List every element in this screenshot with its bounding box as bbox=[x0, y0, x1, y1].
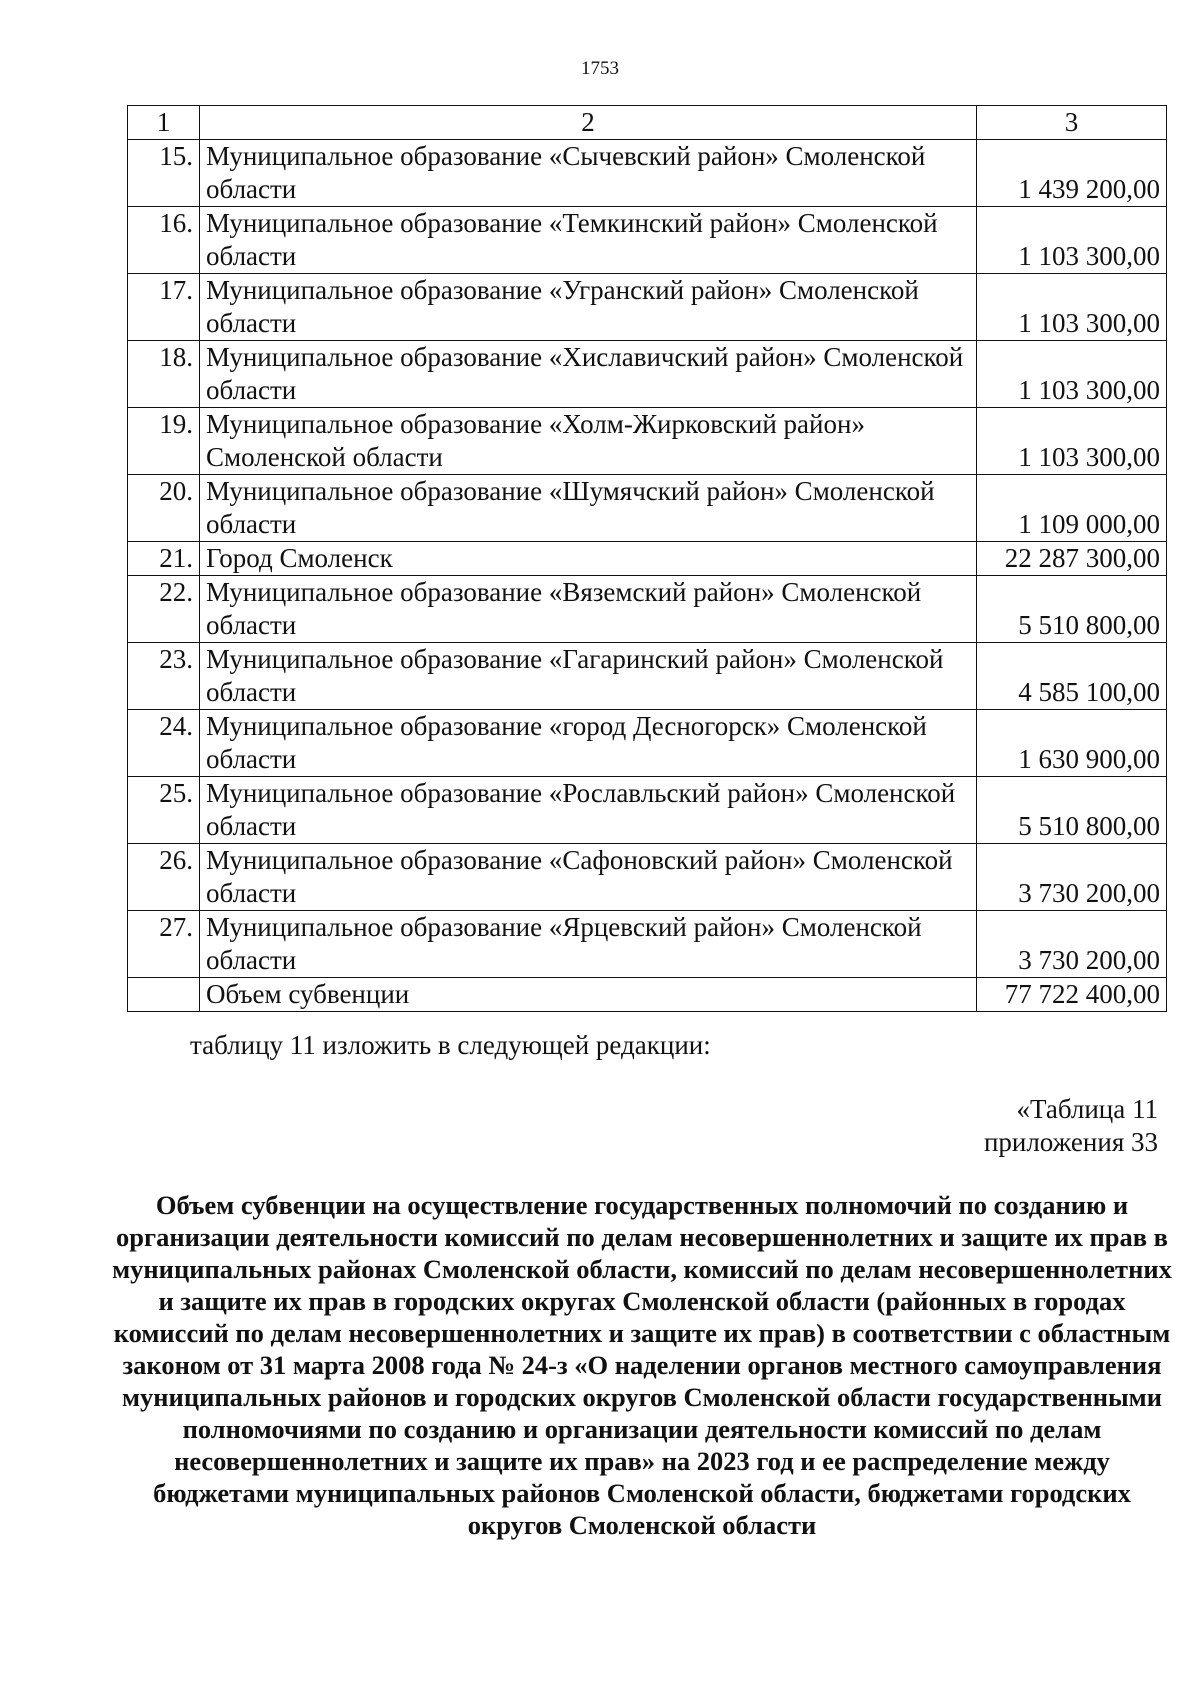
row-amount: 1 109 000,00 bbox=[977, 475, 1167, 542]
table-caption bbox=[984, 1093, 1158, 1159]
row-name: Муниципальное образование «Холм-Жирковский район» Смоленской области bbox=[200, 408, 977, 475]
row-amount: 3 730 200,00 bbox=[977, 844, 1167, 911]
table-row bbox=[128, 341, 1167, 408]
table-row bbox=[128, 408, 1167, 475]
header-cell: 3 bbox=[977, 106, 1167, 140]
row-amount: 1 103 300,00 bbox=[977, 207, 1167, 274]
table-row bbox=[128, 777, 1167, 844]
row-amount: 1 103 300,00 bbox=[977, 408, 1167, 475]
row-number: 18. bbox=[128, 341, 200, 408]
row-number: 19. bbox=[128, 408, 200, 475]
row-number: 26. bbox=[128, 844, 200, 911]
row-number: 24. bbox=[128, 710, 200, 777]
total-label: Объем субвенции bbox=[200, 978, 977, 1012]
row-name: Муниципальное образование «Ярцевский район» Смоленской области bbox=[200, 911, 977, 978]
table-heading: Объем субвенции на осуществление государственных полномочий по созданию и организации деятельности комиссий по делам несовершеннолетних и защите их прав в муниципальных районах Смоленской области, комиссий по делам несовершеннолетних и защите их прав в городских округах Смоленской области (районных в городах комиссий по делам несовершеннолетних и защите их прав) в соответствии с областным законом от 31 марта 2008 года № 24-з «О наделении органов местного самоуправления муниципальных районов и городских округов Смоленской области государственными полномочиями по созданию и организации деятельности комиссий по делам несовершеннолетних и защите их прав» на 2023 год и ее распределение между бюджетами муниципальных районов Смоленской области, бюджетами городских округов Смоленской области bbox=[112, 1190, 1172, 1540]
allocation-table bbox=[127, 105, 1167, 1012]
row-amount: 1 630 900,00 bbox=[977, 710, 1167, 777]
row-number: 16. bbox=[128, 207, 200, 274]
row-amount: 4 585 100,00 bbox=[977, 643, 1167, 710]
row-name: Муниципальное образование «Шумячский район» Смоленской области bbox=[200, 475, 977, 542]
row-name: Муниципальное образование «Вяземский район» Смоленской области bbox=[200, 576, 977, 643]
total-number-cell bbox=[128, 978, 200, 1012]
table-row bbox=[128, 274, 1167, 341]
header-cell: 2 bbox=[200, 106, 977, 140]
row-amount: 1 103 300,00 bbox=[977, 274, 1167, 341]
row-name: Муниципальное образование «Темкинский район» Смоленской области bbox=[200, 207, 977, 274]
row-name: Муниципальное образование «город Десногорск» Смоленской области bbox=[200, 710, 977, 777]
table-row bbox=[128, 207, 1167, 274]
caption-line: «Таблица 11 bbox=[1016, 1094, 1158, 1124]
row-number: 23. bbox=[128, 643, 200, 710]
table-row bbox=[128, 576, 1167, 643]
row-number: 20. bbox=[128, 475, 200, 542]
row-name: Муниципальное образование «Сафоновский район» Смоленской области bbox=[200, 844, 977, 911]
row-amount: 5 510 800,00 bbox=[977, 777, 1167, 844]
row-name: Муниципальное образование «Угранский район» Смоленской области bbox=[200, 274, 977, 341]
table-row bbox=[128, 911, 1167, 978]
row-number: 22. bbox=[128, 576, 200, 643]
header-cell: 1 bbox=[128, 106, 200, 140]
page-number: 1753 bbox=[581, 58, 619, 79]
table-row bbox=[128, 475, 1167, 542]
row-amount: 5 510 800,00 bbox=[977, 576, 1167, 643]
row-amount: 1 103 300,00 bbox=[977, 341, 1167, 408]
row-number: 21. bbox=[128, 542, 200, 576]
amendment-note: таблицу 11 изложить в следующей редакции: bbox=[190, 1030, 711, 1060]
table-row bbox=[128, 643, 1167, 710]
row-name: Муниципальное образование «Рославльский район» Смоленской области bbox=[200, 777, 977, 844]
row-name: Муниципальное образование «Сычевский район» Смоленской области bbox=[200, 140, 977, 207]
row-number: 15. bbox=[128, 140, 200, 207]
table-row bbox=[128, 542, 1167, 576]
table-total-row bbox=[128, 978, 1167, 1012]
row-number: 27. bbox=[128, 911, 200, 978]
total-amount: 77 722 400,00 bbox=[977, 978, 1167, 1012]
row-amount: 22 287 300,00 bbox=[977, 542, 1167, 576]
row-name: Муниципальное образование «Гагаринский район» Смоленской области bbox=[200, 643, 977, 710]
row-number: 17. bbox=[128, 274, 200, 341]
table-row bbox=[128, 710, 1167, 777]
row-name: Город Смоленск bbox=[200, 542, 977, 576]
table-row bbox=[128, 844, 1167, 911]
row-number: 25. bbox=[128, 777, 200, 844]
table-row bbox=[128, 140, 1167, 207]
caption-line: приложения 33 bbox=[983, 1127, 1158, 1157]
row-amount: 1 439 200,00 bbox=[977, 140, 1167, 207]
row-amount: 3 730 200,00 bbox=[977, 911, 1167, 978]
table-header-row bbox=[128, 106, 1167, 140]
row-name: Муниципальное образование «Хиславичский район» Смоленской области bbox=[200, 341, 977, 408]
